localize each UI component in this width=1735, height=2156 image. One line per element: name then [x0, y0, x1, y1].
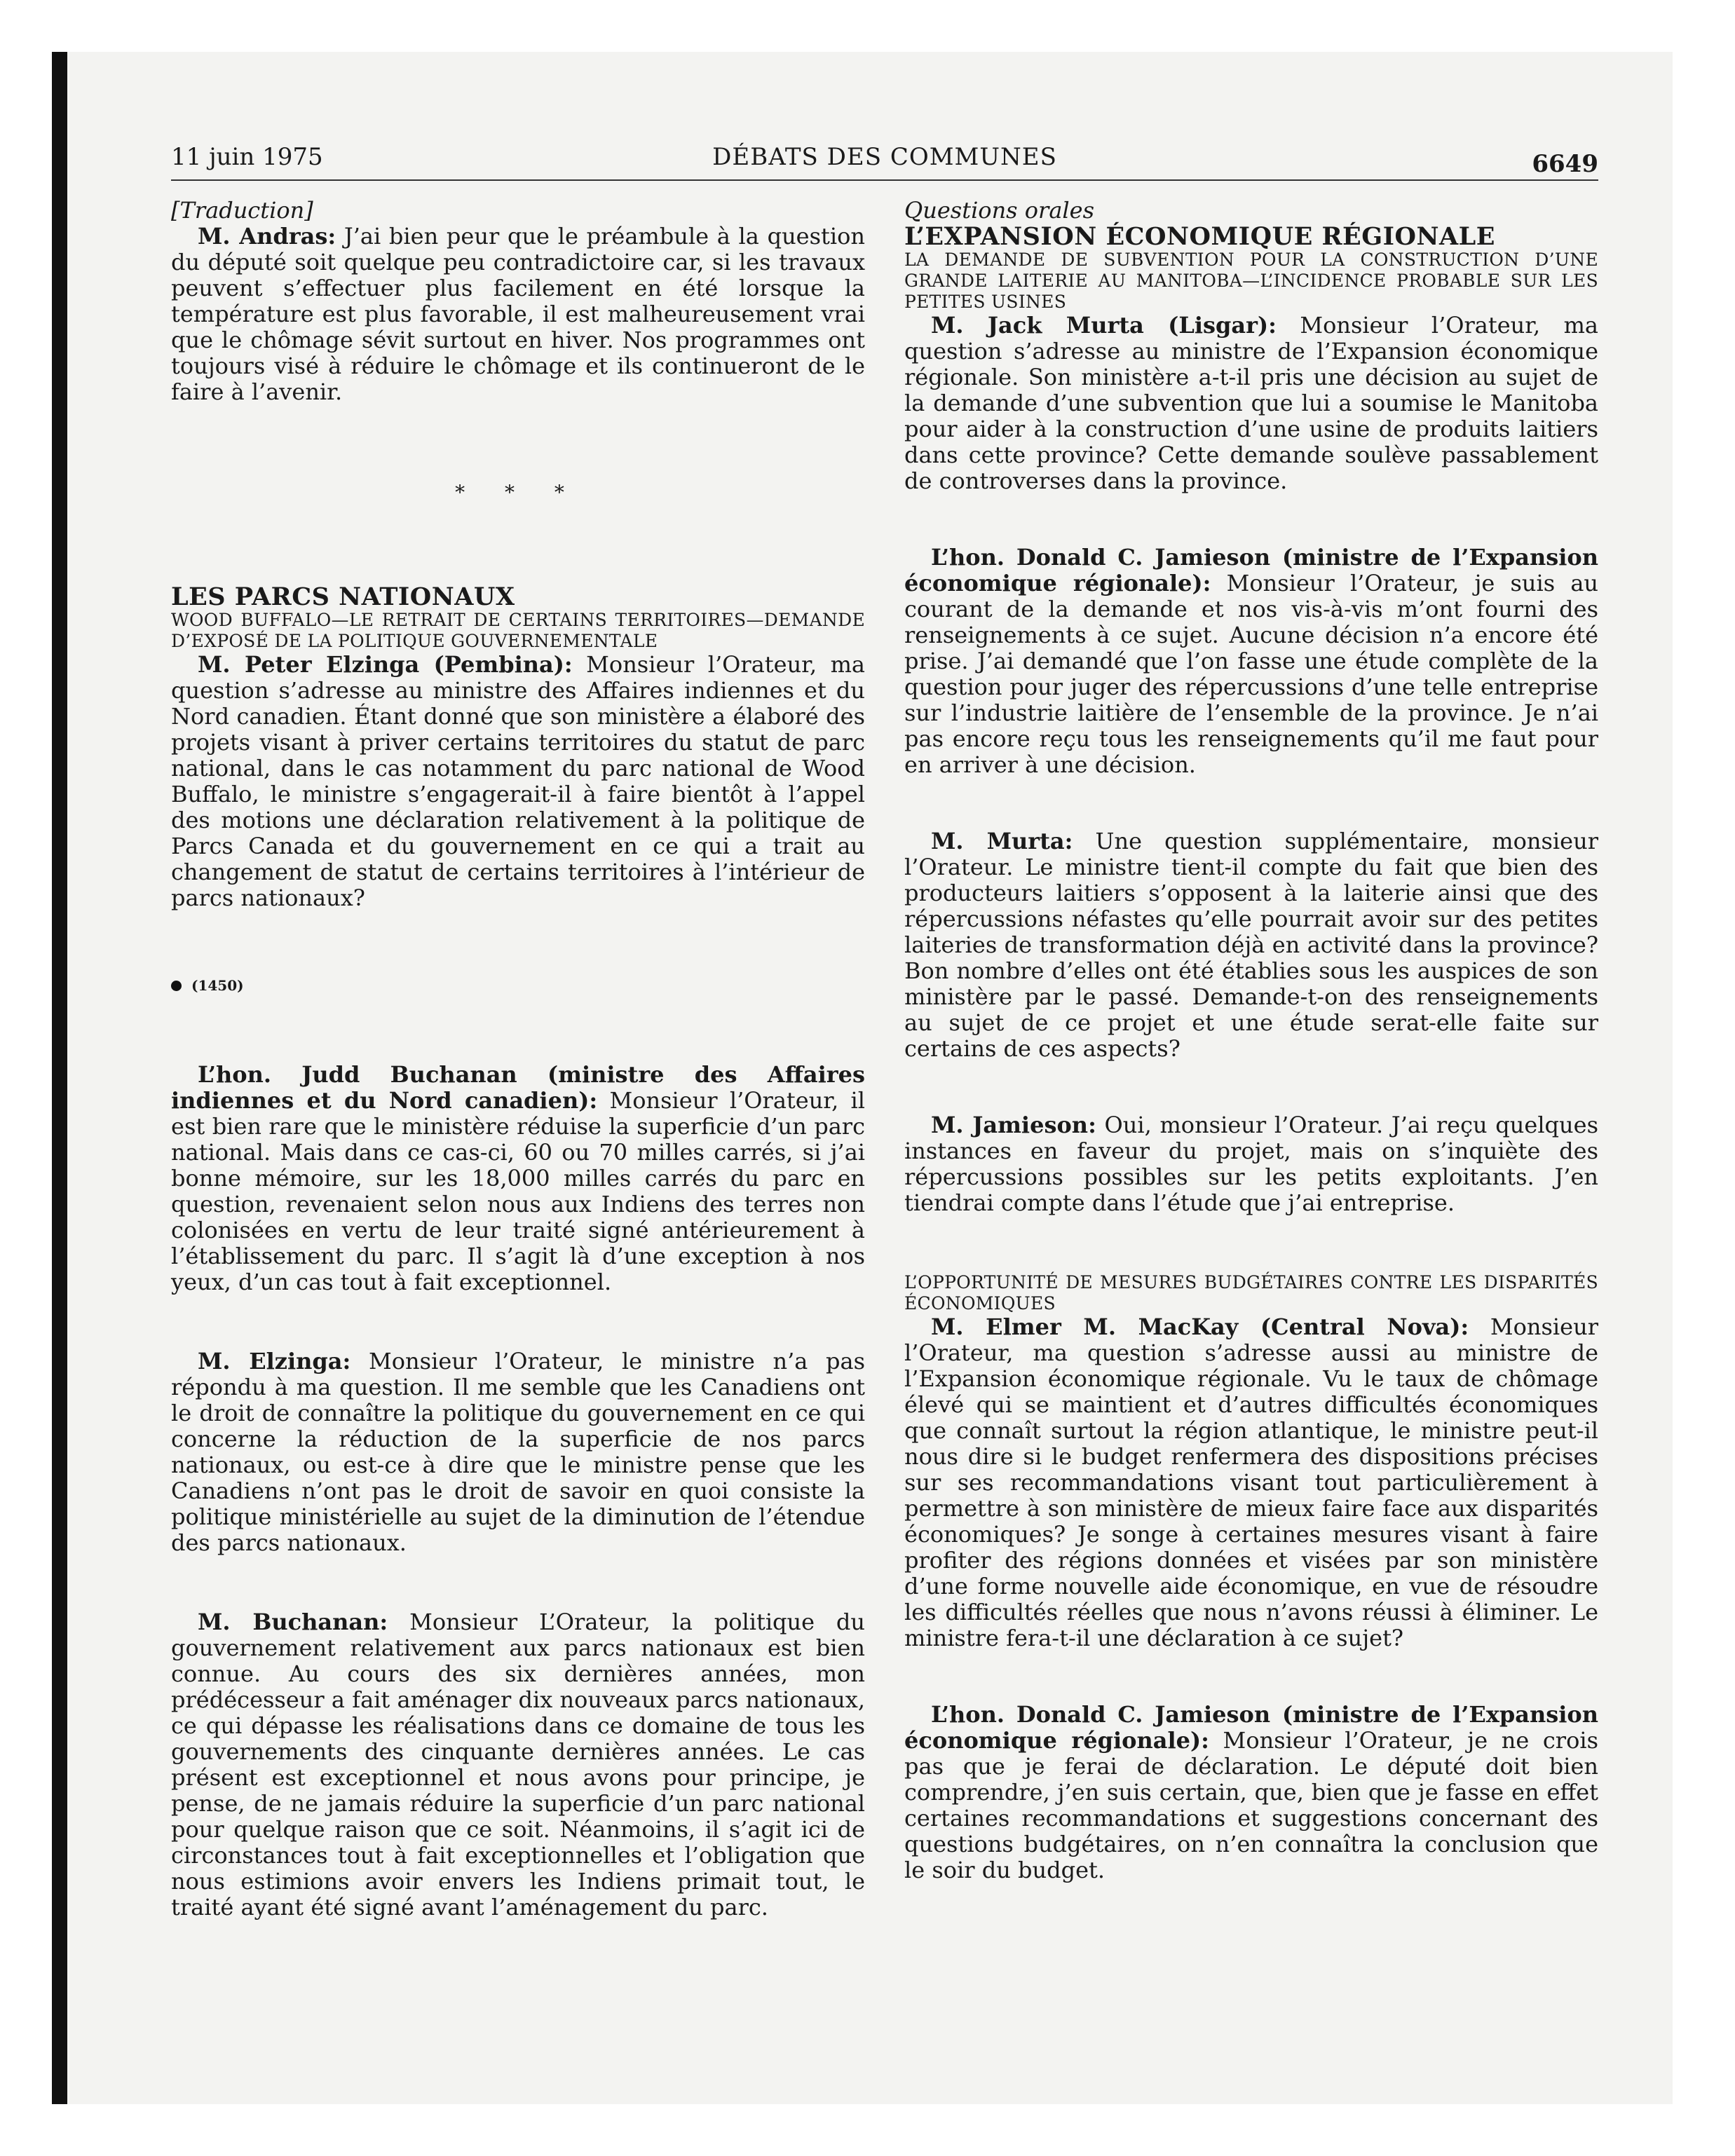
paragraph-buchanan-answer: [171, 1062, 865, 1295]
speech-text: Monsieur l’Orateur, le ministre n’a pas répondu à ma question. Il me semble que les Canadiens ont le droit de connaître la politique du gouvernement en ce qui concerne la réduction de la superficie de nos parcs nationaux, ou est-ce à dire que le ministre pense que les Canadiens n’ont pas le droit de savoir en quoi consiste la politique ministérielle au sujet de la diminution de l’étendue des parcs nationaux.: [171, 1348, 866, 1556]
time-marker: [171, 973, 865, 999]
speech-text: J’ai bien peur que le préambule à la question du député soit quelque peu contradictoire car, si les travaux peuvent s’effectuer plus facilement en été lorsque la température est plus favorable, il est malheureusement vrai que le chômage sévit surtout en hiver. Nos programmes ont toujours visé à réduire le chômage et ils continueront de le faire à l’avenir.: [171, 223, 866, 405]
speech-text: Monsieur l’Orateur, je suis au courant de la demande et nos vis-à-vis m’ont fourni des renseignements à ce sujet. Aucune décision n’a encore été prise. J’ai demandé que l’on fasse une étude complète de la question pour juger des répercussions d’une telle entreprise sur l’industrie laitière de l’ensemble de la province. Je n’ai pas encore reçu tous les renseignements qu’il me faut pour en arriver à une décision.: [904, 570, 1599, 778]
section-label: Questions orales: [904, 197, 1094, 224]
speaker-name: L’hon. Judd Buchanan (ministre des Affaires indiennes et du Nord canadien):: [171, 1061, 865, 1114]
traduction-label: [Traduction]: [171, 197, 313, 224]
paragraph-buchanan-followup: [171, 1609, 865, 1920]
speech-text: Une question supplémentaire, monsieur l’Orateur. Le ministre tient-il compte du fait que bien des producteurs laitiers s’opposent à la laiterie ainsi que des répercussions néfastes qu’elle pourrait avoir sur des petites laiteries de transformation déjà en activité dans la province? Bon nombre d’elles ont été établies sous les auspices de son ministère par le passé. Demande-t-on des renseignements au sujet de ce projet et une étude serat-elle faite sur certains de ces aspects?: [904, 828, 1599, 1062]
page-number: 6649: [1532, 150, 1598, 178]
speaker-name: M. Elmer M. MacKay (Central Nova):: [931, 1314, 1469, 1340]
section-heading-parcs: LES PARCS NATIONAUX: [171, 582, 515, 611]
bullet-icon: [171, 981, 182, 991]
speaker-name: M. Elzinga:: [198, 1348, 351, 1374]
speech-text: Monsieur l’Orateur, ma question s’adresse au ministre de l’Expansion économique régionale. Son ministère a-t-il pris une décision au sujet de la demande d’une subvention que lui a soumise le Manitoba pour aider à la construction d’une usine de produits laitiers dans cette province? Cette demande soulève passablement de controverses dans la province.: [904, 312, 1599, 494]
section-subheading-laiterie: LA DEMANDE DE SUBVENTION POUR LA CONSTRUCTION D’UNE GRANDE LAITERIE AU MANITOBA—L’INCIDENCE PROBABLE SUR LES PETITES USINES: [904, 250, 1598, 312]
page-header: [171, 143, 1598, 181]
paragraph-jamieson-answer: [904, 545, 1598, 778]
header-title: DÉBATS DES COMMUNES: [712, 143, 1057, 171]
speech-text: Monsieur l’Orateur, ma question s’adresse aussi au ministre de l’Expansion économique régionale. Vu le taux de chômage élevé qui se maintient et d’autres difficultés économiques que connaît surtout la région atlantique, le ministre peut-il nous dire si le budget renfermera des dispositions précises sur ses recommandations visant tout particulièrement à permettre à son ministère de mieux faire face aux disparités économiques? Je songe à certaines mesures visant à faire profiter des régions données et visées par son ministère d’une forme nouvelle aide économique, en vue de résoudre les difficultés réelles que nous n’avons réussi à éliminer. Le ministre fera-t-il une déclaration à ce sujet?: [904, 1314, 1598, 1651]
paragraph-jamieson-budget: [904, 1702, 1598, 1883]
header-date: 11 juin 1975: [171, 143, 323, 171]
speaker-name: M. Andras:: [198, 223, 336, 250]
paragraph-elzinga-question: [171, 652, 865, 911]
speaker-name: M. Murta:: [931, 828, 1073, 854]
paragraph-elzinga-followup: [171, 1349, 865, 1556]
speaker-name: M. Jamieson:: [931, 1112, 1096, 1138]
speech-text: Monsieur l’Orateur, il est bien rare que le ministère réduise la superficie d’un parc national. Mais dans ce cas-ci, 60 ou 70 milles carrés, si j’ai bonne mémoire, sur les 18,000 milles carrés du parc en question, revenaient selon nous aux Indiens des terres non colonisées en vertu de leur traité signé antérieurement à l’établissement du parc. Il s’agit là d’une exception à nos yeux, d’un cas tout à fait exceptionnel.: [171, 1087, 866, 1295]
paragraph-murta-question: [904, 313, 1598, 494]
speech-text: Monsieur l’Orateur, ma question s’adresse au ministre des Affaires indiennes et du Nord canadien. Étant donné que son ministère a élaboré des projets visant à priver certains territoires du statut de parc national, dans le cas notamment du parc national de Wood Buffalo, le ministre s’engagerait-il à faire bientôt à l’appel des motions une déclaration relativement à la politique de Parcs Canada et du gouvernement en ce qui a trait au changement de statut de certains territoires à l’intérieur de parcs nationaux?: [171, 651, 866, 911]
time-marker-text: (1450): [191, 977, 244, 994]
paragraph-murta-followup: [904, 828, 1598, 1062]
speaker-name: M. Jack Murta (Lisgar):: [931, 312, 1277, 339]
section-separator: * * *: [455, 481, 581, 504]
speech-text: Oui, monsieur l’Orateur. J’ai reçu quelques instances en faveur du projet, mais on s’inquiète des répercussions possibles sur les petits exploitants. J’en tiendrai compte dans l’étude que j’ai entreprise.: [904, 1112, 1599, 1216]
paragraph-mackay-question: [904, 1314, 1598, 1651]
paragraph-jamieson-followup: [904, 1112, 1598, 1216]
section-subheading-wood-buffalo: WOOD BUFFALO—LE RETRAIT DE CERTAINS TERRITOIRES—DEMANDE D’EXPOSÉ DE LA POLITIQUE GOUVERNEMENTALE: [171, 610, 865, 651]
speaker-name: L’hon. Donald C. Jamieson (ministre de l’Expansion économique régionale):: [904, 1701, 1598, 1754]
section-heading-expansion: L’EXPANSION ÉCONOMIQUE RÉGIONALE: [904, 222, 1495, 251]
speech-text: Monsieur l’Orateur, je ne crois pas que je ferai de déclaration. Le député doit bien comprendre, j’en suis certain, que, bien que je fasse en effet certaines recommandations et suggestions concernant des questions budgétaires, on n’en connaîtra la conclusion que le soir du budget.: [904, 1727, 1599, 1883]
left-column: [171, 198, 865, 1920]
section-subheading-budget: L’OPPORTUNITÉ DE MESURES BUDGÉTAIRES CONTRE LES DISPARITÉS ÉCONOMIQUES: [904, 1272, 1598, 1314]
speech-text: Monsieur L’Orateur, la politique du gouvernement relativement aux parcs nationaux est bien connue. Au cours des six dernières années, mon prédécesseur a fait aménager dix nouveaux parcs nationaux, ce qui dépasse les réalisations dans ce domaine de tous les gouvernements des cinquante dernières années. Le cas présent est exceptionnel et nous avons pour principe, je pense, de ne jamais réduire la superficie d’un parc national pour quelque raison que ce soit. Néanmoins, il s’agit ici de circonstances tout à fait exceptionnelles et l’obligation que nous estimions avoir envers les Indiens primait tout, le traité ayant été signé avant l’aménagement du parc.: [171, 1609, 866, 1920]
speaker-name: M. Peter Elzinga (Pembina):: [198, 651, 573, 678]
speaker-name: L’hon. Donald C. Jamieson (ministre de l’Expansion économique régionale):: [904, 544, 1598, 596]
speaker-name: M. Buchanan:: [198, 1609, 388, 1635]
paragraph-andras: [171, 224, 865, 405]
right-column: [904, 198, 1598, 1883]
